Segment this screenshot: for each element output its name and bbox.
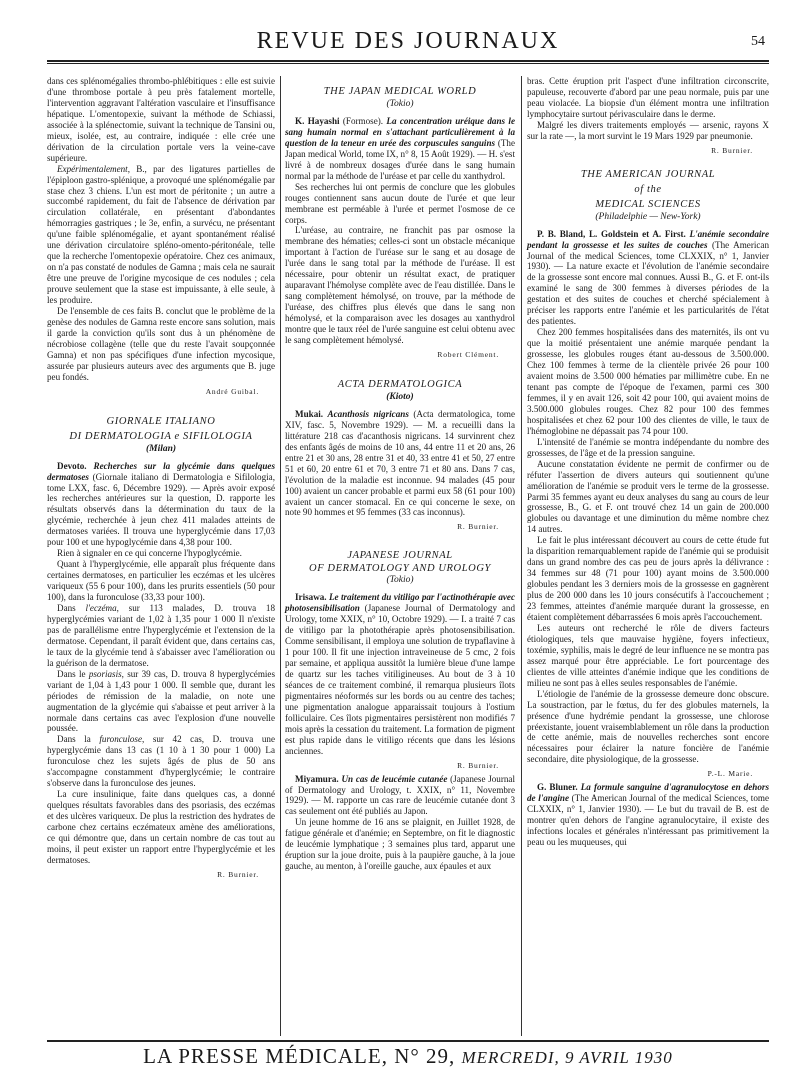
paragraph: Quant à l'hyperglycémie, elle apparaît plus fréquente dans certaines dermatoses, en particulier les eczémas et les ulcères variqueux (55 6 pour 100), dans les prurits essentiels (50 pour 100), dans la furonculose (33,33 pour 100). <box>47 559 275 603</box>
column-1 <box>47 76 275 883</box>
paragraph: Chez 200 femmes hospitalisées dans des maternités, ils ont vu que la moitié présentaient une anémie marquée pendant la grossesse, les globules rouges étant au-dessous de 3.500.000. Chez 100 femmes à terme de la clientèle privée 26 pour 100 avaient moins de 3.500 000 hématies par millimètre cube. En ne tenant pas compte de l'époque de l'examen, parmi ces 300 femmes, il y en avait 126, soit 42 pour 100, qui avaient moins de 3.500.000 globules rouges. Chez 82 pour 100 des femmes hospitalisées et chez 62 pour 100 des clientes de ville, le taux de l'hémoglobine ne dépassait pas 74 pour 100. <box>527 327 769 436</box>
article-text: (Japanese Journal of Dermatology and Urology, tome XXIX, n° 10, Octobre 1929). — I. a traité 7 cas de vitiligo par la photothérapie après photosensibilisation. Comme sensibilisant, il employa une solution de trypaflavine à 1 pour 100. Il fit une injection intraveineuse de 5 cmc, 2 fois par semaine, et appliqua aussitôt la lumière bleue d'une lampe de quartz sur les taches vitiligineuses. Au bout de 3 à 10 séances de ce traitement combiné, il remarqua plusieurs îlots pigmentaires néoformés sur les bords ou au centre des taches; une pigmentation analogue apparaissait toujours à l'ostium folliculaire. Ces îlots pigmentaires persistèrent non modifiés 7 mois après la cessation du traitement. La formation de pigment est plus rapide dans le vitiligo récents que dans les lésions anciennes. <box>285 603 515 756</box>
article-abstract <box>47 461 275 549</box>
paragraph: dans ces splénomégalies thrombo-phlébitiques : elle est suivie d'une thrombose portale à peu près fatalement mortelle, l'intervention aggravant l'altération vasculaire et l'insuffisance hépatique. L'omentopexie, suivant la méthode de Schiassi, associée à la splénectomie, suivant la technique de Tansini ou, mieux, isolée, est, au contraire, indiquée : elle crée une dérivation de la circulation portale vers la veine-cave supérieure. <box>47 76 275 163</box>
author-affiliation: (Formose). <box>339 115 387 126</box>
paragraph: Malgré les divers traitements employés — arsenic, rayons X sur la rate —, la mort survint le 19 Mars 1929 par pneumonie. <box>527 119 769 141</box>
journal-heading: ACTA DERMATOLOGICA <box>337 378 463 390</box>
article-title: Acanthosis nigricans <box>327 408 409 419</box>
paragraph: Un jeune homme de 16 ans se plaignit, en Juillet 1928, de fatigue générale et d'anémie; en Septembre, on fit le diagnostic de leucémie lymphatique ; 3 semaines plus tard, apparut une éruption sur la joue droite, puis à la paupière gauche, à la joue gauche, au menton, à l'oreille gauche, aux épaules et aux <box>285 817 515 872</box>
article-author: Mukai. <box>295 408 324 419</box>
paragraph: L'étiologie de l'anémie de la grossesse demeure donc obscure. La soustraction, par le fœtus, du fer des globules maternels, la présence d'une hydrémie pendant la grossesse, une chlorose préexistante, jouent vraisemblablement un rôle dans la production de cette anémie, mais de nouvelles recherches sont encore nécessaires pour éclairer la nature foncière de l'anémie secondaire, dite physiologique, de la grossesse. <box>527 688 769 765</box>
footer-date: MERCREDI, 9 AVRIL 1930 <box>461 1048 673 1067</box>
article-text: (The American Journal of the medical Sciences, tome CLXXIX, n° 1, Janvier 1930). — La nature exacte et l'évolution de l'anémie secondaire de la grossesse sont encore mal connues. Aussi B., G. et F. ont-ils examiné le sang de 300 femmes à diverses périodes de la gestation et des suites de couches et cherché spécialement à préciser les rapports entre l'anémie et les particularités de l'état des patientes. <box>527 239 770 327</box>
column-divider-1 <box>280 76 281 1036</box>
article-author: P. B. Bland, L. Goldstein et A. First. <box>537 228 686 239</box>
paragraph-text: , sur 113 malades, D. trouva 18 hyperglycémies variant de 1,02 à 1,35 pour 1 000 Il n'existe pas de parallélisme entre l'hyperglycémie et l'extension de la dermatose. Cependant, il paraît évident que, dans certains cas, le taux de la glycémie tend à s'abaisser avec l'amélioration ou la guérison de la dermatose. <box>47 602 275 668</box>
article-author: Irisawa. <box>295 592 327 603</box>
journal-heading: MEDICAL SCIENCES <box>595 198 701 210</box>
journal-heading: GIORNALE ITALIANO <box>106 415 216 427</box>
paragraph-text: , sur 39 cas, D. trouva 8 hyperglycémies variant de 1,04 à 1,43 pour 1 000. Il semble que, durant les périodes de rémission de la maladie, on note une augmentation de la glycémie qui s'abaisse et peut arriver à la normale dans certains cas avec l'explosion d'une nouvelle poussée. <box>47 668 275 734</box>
article-text: (The Japan medical World, tome IX, n° 8, 15 Août 1929). — H. s'est livré à de nombreux dosages d'urée dans le sang humain normal par la méthode de l'uréase et par celle du xanthydrol. <box>285 137 515 181</box>
author-signature: P.-L. Marie. <box>707 769 753 779</box>
article-abstract <box>527 782 769 848</box>
footer-journal: LA PRESSE MÉDICALE, N° 29, <box>143 1044 456 1068</box>
paragraph: Le fait le plus intéressant découvert au cours de cette étude fut la disparition remarquablement rapide de l'anémie qui se produisit dans un grand nombre des cas peu de jours après la délivrance : 34 femmes sur 48 (71 pour 100) ayant moins de 3.500.000 globules pendant les 3 derniers mois de la grossesse en gagnèrent plus de 200 000 dans les 10 jours consécutifs à l'accouchement ; 23 femmes, atteintes d'anémie marquée durant la grossesse, en étaient complètement débarrassées 6 mois après l'accouchement. <box>527 535 769 622</box>
paragraph: Ses recherches lui ont permis de conclure que les globules rouges contiennent sans aucun doute de l'urée et que leur membrane est perméable à l'urée et permet l'osmose de ce corps. <box>285 181 515 225</box>
footer-rule <box>47 1040 769 1042</box>
emphasis: furonculose <box>99 734 142 745</box>
header-rule <box>47 60 769 62</box>
paragraph: De l'ensemble de ces faits B. conclut que le problème de la genèse des nodules de Gamna reste encore sans solution, mais il garde la conviction qu'ils sont dus à un phénomène de nécrobiose collagène (telle que du reste l'avait soupçonnée Gamna) et non pas spécifiques d'une infection mycosique, assurée par plusieurs auteurs avec des arguments que B. juge peu fondés. <box>47 306 275 382</box>
running-title: REVUE DES JOURNAUX <box>256 28 560 54</box>
article-title: La concentration uréique dans le sang humain normal en s'attachant particulièrement à la question de la teneur en urée des corpuscules sanguins <box>285 115 515 148</box>
article-text: (Acta dermatologica, tome XIV, fasc. 5, Novembre 1929). — M. a recueilli dans la littérature 218 cas d'acanthosis nigricans. 14 survinrent chez des enfants âgés de moins de 10 ans, 44 entre 11 et 20 ans, 26 entre 21 et 30 ans, 28 entre 31 et 40, 33 entre 41 et 50, 27 entre 51 et 60, 20 entre 61 et 70, 3 entre 71 et 80 ans. Dans 7 cas, l'évolution de la maladie est inconnue. 94 malades (45 pour 100) avaient un cancer probable et parmi eux 58 (61 pour 100) avaient un cancer stomacal. En ce qui concerne le sexe, on note 90 hommes et 95 femmes (33 cas inconnus). <box>285 408 515 518</box>
journal-heading: DI DERMATOLOGIA e SIFILOLOGIA <box>69 430 253 442</box>
paragraph-text: Dans <box>57 602 86 613</box>
page-footer <box>47 1044 769 1069</box>
emphasis: psoriasis <box>88 668 122 679</box>
article-title: Le traitement du vitiligo par l'actinothérapie avec photosensibilisation <box>285 592 515 614</box>
paragraph: L'intensité de l'anémie se montra indépendante du nombre des grossesses, de l'âge et de la pression sanguine. <box>527 436 769 458</box>
author-signature: R. Burnier. <box>711 145 753 155</box>
paragraph <box>47 734 275 789</box>
column-3 <box>527 76 769 848</box>
journal-city: (Milan) <box>145 443 177 454</box>
journal-heading: of the <box>634 183 662 195</box>
article-author: Devoto. <box>57 460 87 471</box>
article-abstract <box>285 409 515 519</box>
article-abstract <box>527 229 769 328</box>
paragraph <box>47 603 275 669</box>
author-signature: R. Burnier. <box>457 522 499 532</box>
paragraph: La cure insulinique, faite dans quelques cas, a donné quelques résultats favorables dans des psoriasis, des eczémas et des ulcères variqueux. De plus la restriction des hydrates de carbone chez certains eczémateux amène des améliorations, ce qui démontre que, dans un certain nombre de cas tout au moins, il peut exister un rapport entre l'hyperglycémie et les dermatoses. <box>47 789 275 865</box>
paragraph <box>47 164 275 306</box>
article-text: (Giornale italiano di Dermatologia e Sifilologia, tome LXX, fasc. 6, Décembre 1929). — Après avoir exposé les recherches antérieures sur la question, D. rapporte les résultats observés dans la détermination du taux de la glycémie, recherchée à jeun chez 411 malades atteints de dermatoses variées. Il trouva une hyperglycémie dans 17,03 pour 100 et une hypoglycémie dans 4,38 pour 100. <box>47 471 275 548</box>
article-abstract <box>285 774 515 818</box>
header-rule-thin <box>47 63 769 64</box>
paragraph-text: Dans la <box>57 734 100 745</box>
author-signature: R. Burnier. <box>457 760 499 770</box>
journal-heading: THE JAPAN MEDICAL WORLD <box>323 86 477 97</box>
journal-heading: THE AMERICAN JOURNAL <box>580 168 716 180</box>
paragraph: L'uréase, au contraire, ne franchit pas par osmose la membrane des hématies; celles-ci sont un obstacle mécanique important à l'action de l'uréase sur le sang et au dosage de l'urée dans le sang total par la méthode de l'uréase. Il est nécessaire, pour obtenir un résultat exact, de pratiquer auparavant l'hémolyse complète avec de l'eau distillée. Dans le sang complètement hémolysé, on trouve, par la méthode de l'uréase, des chiffres plus élevés que dans le sang non hémolysé, et la comparaison avec les dosages au xanthydrol montre que le taux réel de l'urée sanguine est celui obtenu avec le sang complètement hémolysé. <box>285 225 515 346</box>
article-author: Miyamura. <box>295 773 339 784</box>
paragraph-text: , sur 42 cas, D. trouva une hyperglycémie dans 13 cas (1 10 à 1 30 pour 1 000) La furonculose chez les sujets âgés de plus de 50 ans s'accompagne constamment d'hyperglycémie; le contraire s'observe dans la furonculose des jeunes. <box>47 734 275 789</box>
article-text: (The American Journal of the medical Sciences, tome CLXXIX, n° 1, Janvier 1930). — Le but du travail de B. est de montrer qu'en dehors de l'angine agranulocytaire, il existe des infections locales et générales n'intéressant pas primitivement la peau ou les muqueuses, qui <box>527 793 769 848</box>
journal-city: (Philadelphie — New-York) <box>595 211 701 222</box>
journal-city: (Kioto) <box>386 391 414 402</box>
article-author: G. Bluner. <box>537 782 578 793</box>
author-signature: André Guibal. <box>205 386 259 396</box>
emphasis: l'eczéma <box>85 602 117 613</box>
paragraph-text: Dans le <box>57 668 89 679</box>
journal-heading: JAPANESE JOURNAL <box>347 550 453 562</box>
paragraph: Les auteurs ont recherché le rôle de divers facteurs étiologiques, tels que mauvaise hygiène, foyers infectieux, toxémie, syphilis, mais le degré de leur influence ne se montra pas assez marqué pour être appréciable. Le fort pourcentage des clientes de ville atteintes d'anémie indique que les conditions de milieu ne sont pas à elles seules responsables de l'anémie. <box>527 622 769 688</box>
author-signature: Robert Clément. <box>437 349 499 359</box>
column-divider-2 <box>521 76 522 1036</box>
journal-city: (Tokio) <box>386 575 414 586</box>
paragraph-text: , B., par des ligatures partielles de l'épiploon gastro-splénique, a provoqué une splénomégalie par stase chez 3 chiens. L'un est mort de péritonite ; un autre a succombé rapidement, du fait de l'absence de dérivation par circulation collatérale, en présentant d'abondantes hémorragies gastriques ; le 3e, enfin, a survécu, ne présentant qu'une faible splénomégalie, et ayant spontanément réalisé une dérivation circulatoire spléno-omento-péritonéale, telle que la recherche l'omentopexie opératoire. Chez ces animaux, on n'a pas constaté de nodules de Gamna ; mais cela ne saurait être une preuve de l'origine mycosique de ces nodules ; cela prouve seulement que la stase est impuissante, à elle seule, à les produire. <box>47 163 275 306</box>
article-text: (Japanese Journal of Dermatology and Urology, t. XXIX, n° 11, Novembre 1929). — M. rapporte un cas rare de leucémie cutanée dont 3 cas seulement ont été publiés au Japon. <box>285 773 515 817</box>
author-signature: R. Burnier. <box>217 869 259 879</box>
column-2 <box>285 76 515 872</box>
paragraph: bras. Cette éruption prit l'aspect d'une infiltration circonscrite, papuleuse, recouverte d'abord par une peau normale, puis par une peau violacée. La biopsie d'un élément montra une infiltration lymphocytaire surtout périvasculaire dans le derme. <box>527 76 769 119</box>
page-number: 54 <box>751 34 765 49</box>
paragraph: Aucune constatation évidente ne permit de confirmer ou de réfuter l'assertion de divers auteurs qui soutiennent qu'une amélioration de l'anémie se produit vers le terme de la grossesse. Parmi 35 femmes ayant eu deux analyses du sang au cours de leur grossesse, B., G. et F. ont trouvé chez 14 un gain de 200.000 globules ou davantage et une diminution du même nombre chez 14 autres. <box>527 458 769 535</box>
paragraph <box>47 669 275 735</box>
lead-term: Expérimentalement <box>57 163 128 174</box>
article-title: L'anémie secondaire pendant la grossesse et les suites de couches <box>527 228 769 250</box>
article-author: K. Hayashi <box>295 115 340 126</box>
article-title: Recherches sur la glycémie dans quelques dermatoses <box>47 460 275 482</box>
article-title: Un cas de leucémie cutanée <box>341 773 448 784</box>
article-title: La formule sanguine d'agranulocytose en dehors de l'angine <box>527 782 769 804</box>
journal-city: (Tokio) <box>386 99 414 109</box>
article-abstract <box>285 116 515 182</box>
paragraph: Rien à signaler en ce qui concerne l'hypoglycémie. <box>57 548 242 559</box>
journal-heading: OF DERMATOLOGY AND UROLOGY <box>309 563 491 575</box>
article-abstract <box>285 592 515 756</box>
